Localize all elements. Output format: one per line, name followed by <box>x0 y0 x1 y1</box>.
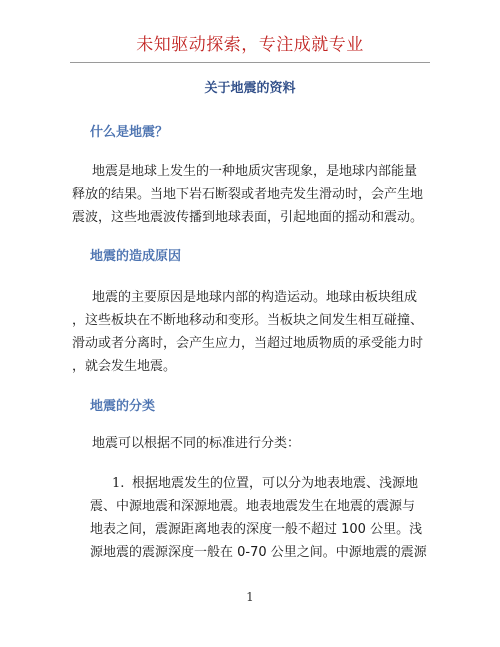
list-item-line: 根据地震发生的位置，可以分为地表地震、浅源地 <box>132 476 419 491</box>
list-item-number: 1. <box>112 476 125 491</box>
document-title: 关于地震的资料 <box>204 81 296 96</box>
list-item-line: 地表之间，震源距离地表的深度一般不超过 100 公里。浅 <box>90 522 423 537</box>
header-slogan: 未知驱动探索，专注成就专业 <box>136 35 364 55</box>
section-heading-what-is-earthquake: 什么是地震？ <box>90 125 169 140</box>
page-number: 1 <box>246 590 254 604</box>
paragraph-line: 地震可以根据不同的标准进行分类： <box>92 436 301 451</box>
paragraph-line: ，这些板块在不断地移动和变形。当板块之间发生相互碰撞、 <box>72 313 424 328</box>
section-paragraph-causes <box>72 286 432 378</box>
paragraph-line: 震波，这些地震波传播到地球表面，引起地面的摇动和震动。 <box>72 210 424 225</box>
section-intro-classification <box>72 432 432 455</box>
paragraph-line: ，就会发生地震。 <box>72 359 177 374</box>
paragraph-line: 滑动或者分离时，会产生应力，当超过地质物质的承受能力时 <box>72 336 424 351</box>
section-heading-classification: 地震的分类 <box>90 399 156 414</box>
paragraph-line: 地震的主要原因是地球内部的构造运动。地球由板块组成 <box>92 290 418 305</box>
paragraph-line: 地震是地球上发生的一种地质灾害现象，是地球内部能量 <box>92 164 418 179</box>
list-item-classification <box>90 472 440 564</box>
section-heading-causes: 地震的造成原因 <box>90 249 182 264</box>
list-item-line: 源地震的震源深度一般在 0-70 公里之间。中源地震的震源 <box>90 545 427 560</box>
section-paragraph-what-is-earthquake <box>72 160 432 229</box>
paragraph-line: 释放的结果。当地下岩石断裂或者地壳发生滑动时，会产生地 <box>72 187 424 202</box>
list-item-line: 震、中源地震和深源地震。地表地震发生在地震的震源与 <box>90 499 416 514</box>
header-divider <box>70 62 430 63</box>
